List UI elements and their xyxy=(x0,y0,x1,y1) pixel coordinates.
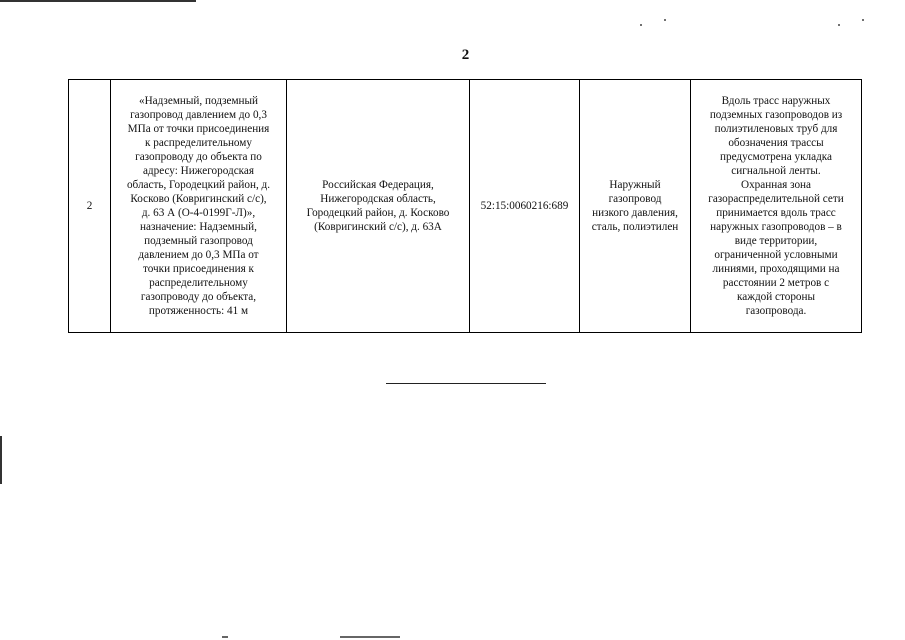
description-line: протяженность: 41 м xyxy=(148,305,249,317)
description-line: распределительному xyxy=(149,277,248,289)
description-line: газопроводу до объекта, xyxy=(140,291,257,303)
note-line: Вдоль трасс наружных xyxy=(721,95,831,107)
type-line: сталь, полиэтилен xyxy=(591,221,679,233)
scan-artifact-dot xyxy=(862,19,864,21)
address-line: (Ковригинский с/с), д. 63А xyxy=(314,221,442,233)
description-line: к распределительному xyxy=(145,137,252,149)
object-description-cell xyxy=(111,80,287,333)
page-number: 2 xyxy=(461,47,470,63)
note-line: полиэтиленовых труб для xyxy=(714,123,838,135)
scan-artifact-dot xyxy=(664,19,666,21)
note-line: каждой стороны xyxy=(736,291,816,303)
separator-line xyxy=(386,383,546,384)
scan-artifact-left-edge xyxy=(0,436,2,484)
address-line: Городецкий район, д. Косково xyxy=(306,207,450,219)
cadastral-number-cell: 52:15:0060216:689 xyxy=(470,80,580,333)
description-line: «Надземный, подземный xyxy=(138,95,259,107)
description-line: подземный газопровод xyxy=(144,235,253,247)
note-line: подземных газопроводов из xyxy=(709,109,843,121)
scan-artifact-dot xyxy=(640,24,642,26)
table-row xyxy=(69,80,862,333)
note-line: виде территории, xyxy=(734,235,818,247)
description-line: адресу: Нижегородская xyxy=(142,165,255,177)
description-line: область, Городецкий район, д. xyxy=(126,179,271,191)
note-line: сигнальной ленты. xyxy=(731,165,821,177)
type-line: Наружный xyxy=(609,179,661,191)
note-line: линиями, проходящими на xyxy=(712,263,840,275)
type-line: газопровод xyxy=(608,193,662,205)
description-line: точки присоединения к xyxy=(143,263,254,275)
description-line: МПа от точки присоединения xyxy=(127,123,270,135)
object-address-cell xyxy=(287,80,470,333)
description-line: д. 63 А (О-4-0199Г-Л)», xyxy=(141,207,256,219)
address-line: Нижегородская область, xyxy=(320,193,436,205)
description-line: Косково (Ковригинский с/с), xyxy=(130,193,267,205)
note-line: газопровода. xyxy=(745,305,807,317)
registry-table xyxy=(68,79,862,333)
description-line: газопроводу до объекта по xyxy=(135,151,262,163)
note-line: расстоянии 2 метров с xyxy=(722,277,830,289)
description-line: давлением до 0,3 МПа от xyxy=(138,249,259,261)
scan-artifact-bottom-mark xyxy=(222,636,228,638)
description-line: газопровод давлением до 0,3 xyxy=(130,109,267,121)
note-line: ограниченной условными xyxy=(714,249,838,261)
scan-artifact-dot xyxy=(838,24,840,26)
description-line: назначение: Надземный, xyxy=(140,221,257,233)
note-line: предусмотрена укладка xyxy=(719,151,832,163)
note-line: принимается вдоль трасс xyxy=(716,207,836,219)
note-line: Охранная зона xyxy=(740,179,811,191)
protection-zone-note-cell xyxy=(691,80,862,333)
note-line: обозначения трассы xyxy=(728,137,824,149)
type-line: низкого давления, xyxy=(592,207,678,219)
note-line: газораспределительной сети xyxy=(708,193,844,205)
scan-artifact-top-line xyxy=(0,0,196,2)
scan-artifact-bottom-mark xyxy=(340,636,400,638)
object-type-cell xyxy=(580,80,691,333)
row-number-cell: 2 xyxy=(69,80,111,333)
note-line: наружных газопроводов – в xyxy=(710,221,842,233)
address-line: Российская Федерация, xyxy=(322,179,434,191)
